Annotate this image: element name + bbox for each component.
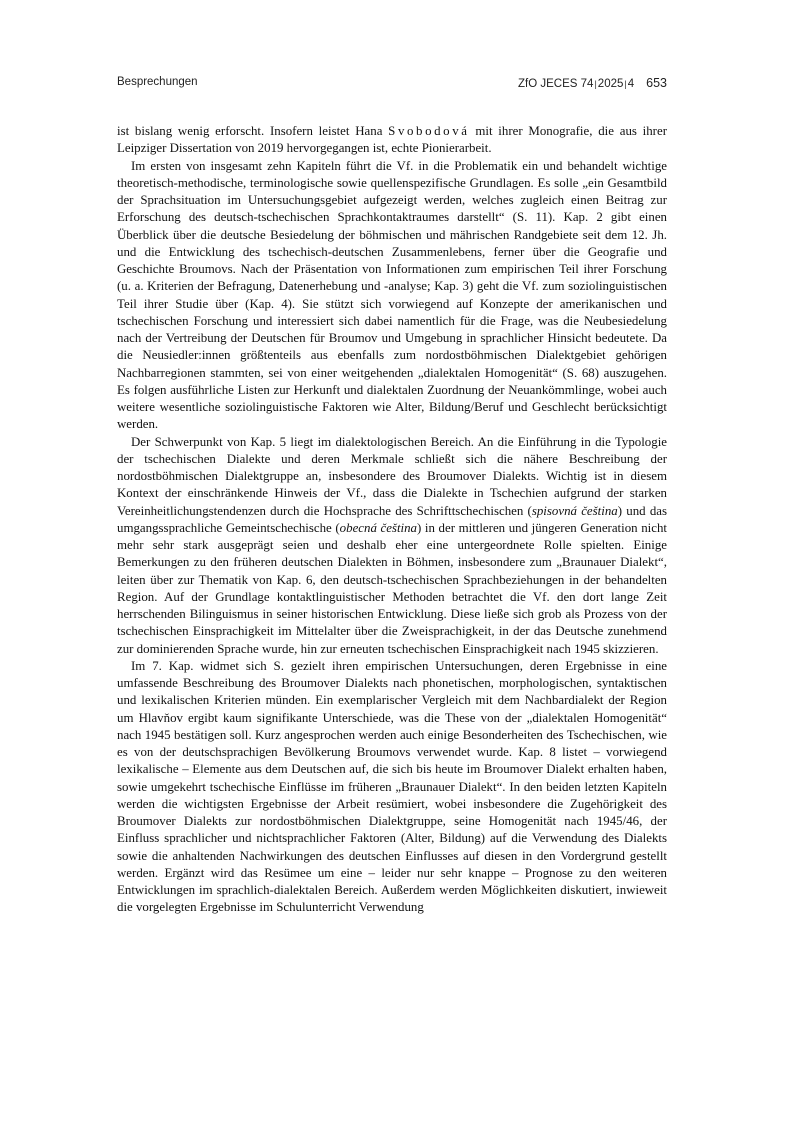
text-run: mit ihrer Monografie, die aus ihrer Leipziger Dissertation von 2019 hervorgegangen ist, echte Pionierarbeit.: [117, 124, 667, 156]
volume-number: 74: [580, 78, 594, 90]
year: 2025: [597, 78, 624, 90]
author-name: Svobodová: [388, 124, 470, 138]
text-run: ist bislang wenig erforscht. Insofern leistet Hana: [117, 124, 389, 138]
journal-name: ZfO JECES: [518, 78, 578, 90]
text-run: ) und das umgangssprachliche Gemeintschechische (: [117, 503, 667, 535]
text-run: ) in der mittleren und jüngeren Generation nicht mehr sehr stark ausgeprägt seien und deshalb eher eine untergeordnete Rolle spielten. Einige Bemerkungen zu den früheren deutschen Dialekten in Böhmen, insbesondere zum „Braunauer Dialekt“, leiten über zur Thematik von Kap. 6, den deutsch-tschechischen Sprachbeziehungen in der behandelten Region. Auf der Grundlage kontaktlinguistischer Methoden betrachtet die Vf. den dort lange Zeit herrschenden Bilinguismus in seiner historischen Entwicklung. Diese ließe sich grob als Prozess von der tschechischen Einsprachigkeit im Mittelalter über die Zweisprachigkeit, in der das Deutsche zunehmend zur dominierenden Sprache wurde, hin zur erneuten tschechischen Einsprachigkeit nach 1945 skizzieren.: [117, 520, 667, 656]
journal-reference: [518, 76, 667, 90]
review-body: [117, 123, 667, 917]
section-title: Besprechungen: [117, 76, 198, 88]
text-run: Der Schwerpunkt von Kap. 5 liegt im dialektologischen Bereich. An die Einführung in die Typologie der tschechischen Dialekte und deren Merkmale schließt sich die nähere Beschreibung der nordostböhmischen Dialektgruppe an, insbesondere des Broumover Dialekts. Wichtig ist in diesem Kontext der einschränkende Hinweis der Vf., dass die Dialekte in Tschechien aufgrund der starken Vereinheitlichungstendenzen durch die Hochsprache des Schrifttschechischen (: [117, 434, 667, 518]
separator: |: [594, 79, 597, 89]
italic-term: spisovná čeština: [531, 503, 618, 518]
page-number: 653: [646, 76, 667, 90]
separator: |: [624, 79, 627, 89]
running-header: [117, 76, 667, 92]
italic-term: obecná čeština: [339, 520, 418, 535]
paragraph: Im ersten von insgesamt zehn Kapiteln führt die Vf. in die Problematik ein und behandelt wichtige theoretisch-methodische, terminologische sowie quellenspezifische Grundlagen. Es solle „ein Gesamtbild der Sprachsituation im Untersuchungsgebiet aufgezeigt werden, welches zugleich einen Beitrag zur Erforschung des deutsch-tschechischen Sprachkontaktraumes darstellt“ (S. 11). Kap. 2 gibt einen Überblick über die deutsche Besiedelung der böhmischen und mährischen Randgebiete seit dem 12. Jh. und die Entwicklung des tschechisch-deutschen Zusammenlebens, ferner über die Geografie und Geschichte Broumovs. Nach der Präsentation von Informationen zum empirischen Teil ihrer Forschung (u. a. Kriterien der Befragung, Datenerhebung und -analyse; Kap. 3) geht die Vf. zum soziolinguistischen Teil ihrer Studie über (Kap. 4). Sie stützt sich vorwiegend auf Konzepte der amerikanischen und tschechischen Forschung und interessiert sich dabei namentlich für die Frage, was die Neubesiedelung nach der Vertreibung der Deutschen für Broumov und Umgebung in sprachlicher Hinsicht bedeutete. Da die Neusiedler:innen größtenteils aus ebenfalls zum nordostböhmischen Dialektgebiet gehörigen Nachbarregionen stammten, sei von einer weitgehenden „dialektalen Homogenität“ (S. 68) auszugehen. Es folgen ausführliche Listen zur Herkunft und dialektalen Zuordnung der Neuankömmlinge, wobei auch weitere wesentliche soziolinguistische Faktoren wie Alter, Bildung/Beruf und Geschlecht berücksichtigt werden.: [117, 158, 667, 432]
paragraph: Im 7. Kap. widmet sich S. gezielt ihren empirischen Untersuchungen, deren Ergebnisse in eine umfassende Beschreibung des Broumover Dialekts nach phonetischen, morphologischen, syntaktischen und lexikalischen Kriterien münden. Ein exemplarischer Vergleich mit dem Nachbardialekt der Region um Hlavňov ergibt kaum signifikante Unterschiede, was die These von der „dialektalen Homogenität“ nach 1945 bestätigen soll. Kurz angesprochen werden auch einige Besonderheiten des Tschechischen, wie es von der deutschsprachigen Bevölkerung Broumovs verwendet wurde. Kap. 8 listet – vorwiegend lexikalische – Elemente aus dem Deutschen auf, die sich bis heute im Broumover Dialekt erhalten haben, sowie umgekehrt tschechische Einflüsse im früheren „Braunauer Dialekt“. In den beiden letzten Kapiteln werden die wichtigsten Ergebnisse der Arbeit resümiert, wobei insbesondere die Zugehörigkeit des Broumover Dialekts zur nordostböhmischen Dialektgruppe, seine Homogenität nach 1945/46, der Einfluss sprachlicher und nichtsprachlicher Faktoren (Alter, Bildung) auf die Verwendung des Dialekts sowie die anhaltenden Nachwirkungen des deutschen Einflusses auf diesen in den Vordergrund gestellt werden. Ergänzt wird das Resümee um eine – leider nur sehr knappe – Prognose zu den weiteren Entwicklungen im sprachlich-dialektalen Bereich. Außerdem werden Möglichkeiten diskutiert, inwieweit die vorgelegten Ergebnisse im Schulunterricht Verwendung: [117, 658, 667, 915]
paragraph: [117, 434, 667, 658]
issue-number: 4: [627, 78, 635, 90]
paragraph: [117, 123, 667, 158]
